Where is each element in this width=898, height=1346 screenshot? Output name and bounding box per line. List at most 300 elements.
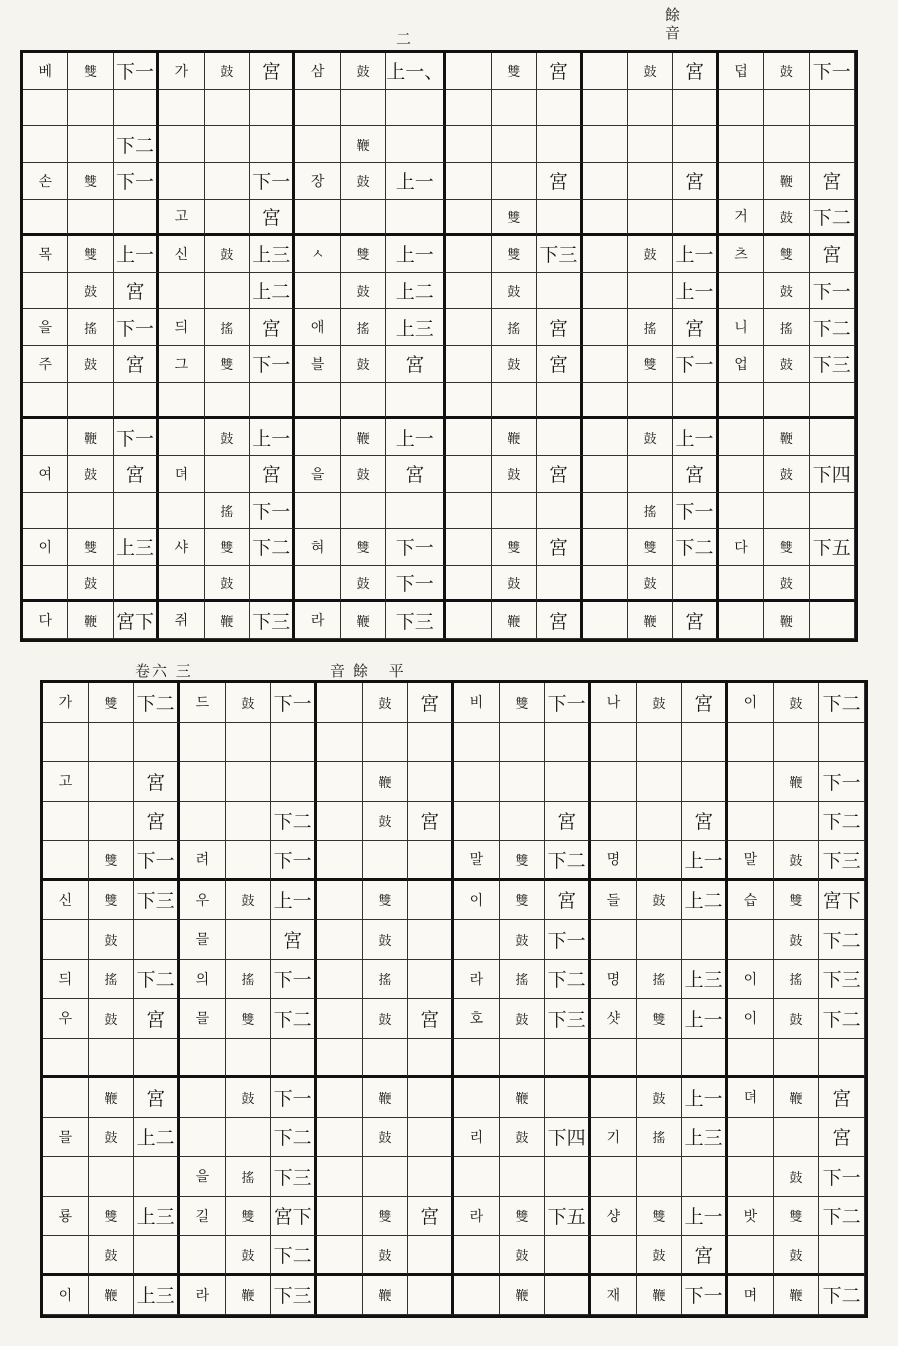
bottom-table-cell: 下一 [271, 960, 317, 1000]
top-table-cell [23, 566, 68, 603]
bottom-table-cell: 下三 [271, 1276, 317, 1316]
bottom-table-cell [591, 1236, 637, 1276]
bottom-table-cell: 宮下 [819, 881, 865, 921]
bottom-table-cell: 宮 [682, 802, 728, 842]
top-table-cell [764, 90, 809, 127]
top-table-cell [295, 200, 340, 237]
bottom-table-cell [134, 920, 180, 960]
top-table-cell: 搖 [68, 309, 113, 346]
top-table-cell: 이 [23, 529, 68, 566]
bottom-table-cell [545, 1078, 591, 1118]
section-title-bottom: 音餘 平 [330, 662, 412, 680]
bottom-table-cell: 鼓 [637, 881, 683, 921]
bottom-table-cell [89, 762, 135, 802]
top-table-cell [719, 602, 764, 639]
bottom-table-cell: 搖 [637, 960, 683, 1000]
bottom-table-cell: 말 [454, 841, 500, 881]
top-table-cell [159, 493, 204, 530]
top-table-cell [673, 90, 718, 127]
bottom-table-cell [226, 841, 272, 881]
top-table-cell: 라 [295, 602, 340, 639]
top-table-cell: 신 [159, 236, 204, 273]
bottom-table-cell [454, 1039, 500, 1079]
bottom-table-cell [545, 1039, 591, 1079]
top-table-cell [205, 163, 250, 200]
bottom-table-cell: 下二 [819, 1276, 865, 1316]
top-table-cell [628, 200, 673, 237]
top-table-cell: 下一 [114, 419, 159, 456]
top-table-cell: 下一 [250, 346, 295, 383]
top-table-cell [492, 383, 537, 420]
bottom-table-cell [271, 723, 317, 763]
bottom-table-cell: 宮 [134, 762, 180, 802]
bottom-table-cell: 雙 [363, 1197, 409, 1237]
bottom-table-cell [363, 723, 409, 763]
bottom-table-cell: 搖 [89, 960, 135, 1000]
top-table-cell: 을 [23, 309, 68, 346]
top-table-cell: 베 [23, 53, 68, 90]
top-table-cell: 雙 [205, 529, 250, 566]
running-head-bottom: 卷六 三 [135, 662, 193, 680]
bottom-table-cell [317, 841, 363, 881]
bottom-table-cell [637, 762, 683, 802]
top-table-cell [114, 90, 159, 127]
bottom-table-cell: 上三 [682, 960, 728, 1000]
bottom-table-cell: 나 [591, 683, 637, 723]
top-table-cell [810, 90, 855, 127]
top-table-cell [673, 383, 718, 420]
top-table-cell [446, 346, 491, 383]
top-table-cell: 下二 [810, 309, 855, 346]
top-table-cell: 鼓 [492, 566, 537, 603]
bottom-table-cell: 宮 [271, 920, 317, 960]
top-table-cell: 雙 [492, 529, 537, 566]
top-table-cell [250, 126, 295, 163]
top-table-cell [159, 383, 204, 420]
bottom-table-cell: 鼓 [363, 920, 409, 960]
bottom-table-cell [43, 1236, 89, 1276]
bottom-table-cell: 鼓 [500, 920, 546, 960]
bottom-table-cell [637, 723, 683, 763]
top-table-cell: 을 [295, 456, 340, 493]
top-table-cell [583, 90, 628, 127]
bottom-table-cell: 雙 [637, 1197, 683, 1237]
top-table-cell: 블 [295, 346, 340, 383]
top-table-cell: 下一 [673, 346, 718, 383]
top-table-cell [205, 273, 250, 310]
bottom-table-cell: 下三 [545, 999, 591, 1039]
bottom-table-cell: 上二 [134, 1118, 180, 1158]
bottom-table-cell [89, 1157, 135, 1197]
top-table-cell [719, 493, 764, 530]
top-table-cell [764, 126, 809, 163]
top-table-cell: 宮 [537, 602, 582, 639]
bottom-table-cell [545, 762, 591, 802]
bottom-table-cell [728, 920, 774, 960]
top-table-cell: 鼓 [205, 53, 250, 90]
top-table-cell: 다 [23, 602, 68, 639]
top-table-cell: 宮 [810, 163, 855, 200]
top-table-cell [764, 383, 809, 420]
bottom-table-cell: 宮 [134, 999, 180, 1039]
top-table-cell [341, 200, 386, 237]
top-table-cell [205, 383, 250, 420]
top-table-cell [719, 383, 764, 420]
top-table-cell [205, 126, 250, 163]
top-table-cell: 鼓 [68, 346, 113, 383]
bottom-table-cell [500, 1039, 546, 1079]
top-table-cell [250, 383, 295, 420]
bottom-table-cell [408, 1078, 454, 1118]
bottom-table-cell [728, 1157, 774, 1197]
bottom-table-cell: 려 [180, 841, 226, 881]
bottom-table-cell [317, 1236, 363, 1276]
bottom-table-cell: 搖 [774, 960, 820, 1000]
top-table-cell [537, 419, 582, 456]
bottom-table-cell [408, 881, 454, 921]
top-table-cell [386, 493, 446, 530]
top-table-cell: 搖 [205, 309, 250, 346]
top-table-cell [537, 566, 582, 603]
bottom-table-cell: 鼓 [89, 999, 135, 1039]
top-table-cell [810, 602, 855, 639]
top-table-cell [205, 456, 250, 493]
bottom-table-cell: 下一 [271, 1078, 317, 1118]
bottom-table-cell [408, 920, 454, 960]
top-table-cell [719, 566, 764, 603]
top-table-cell: 下二 [810, 200, 855, 237]
top-table-cell [159, 126, 204, 163]
bottom-table-cell [682, 1039, 728, 1079]
top-table-cell [295, 566, 340, 603]
top-table-cell: 가 [159, 53, 204, 90]
bottom-table-cell: 雙 [637, 999, 683, 1039]
top-table-cell: 雙 [492, 53, 537, 90]
bottom-table-cell: 鞭 [774, 1276, 820, 1316]
bottom-table-cell [637, 802, 683, 842]
top-table-cell [68, 383, 113, 420]
bottom-table-cell: 上一 [682, 999, 728, 1039]
top-table-cell [537, 493, 582, 530]
top-table-cell: 雙 [68, 53, 113, 90]
bottom-table-cell [591, 1078, 637, 1118]
top-table-cell: 上一 [114, 236, 159, 273]
bottom-table-cell: 下四 [545, 1118, 591, 1158]
top-table-cell: 鞭 [492, 419, 537, 456]
top-table-cell: 鞭 [628, 602, 673, 639]
bottom-table-cell: 下五 [545, 1197, 591, 1237]
bottom-table-cell [43, 1039, 89, 1079]
top-table-cell: 鞭 [764, 419, 809, 456]
top-table-cell [492, 90, 537, 127]
top-table-cell [295, 493, 340, 530]
top-table-cell [295, 90, 340, 127]
bottom-table-cell: 이 [728, 960, 774, 1000]
top-table-cell: 宮 [537, 163, 582, 200]
bottom-table-cell: 鼓 [774, 920, 820, 960]
top-table-cell: 宮下 [114, 602, 159, 639]
bottom-table-cell: 습 [728, 881, 774, 921]
bottom-table-cell: 鼓 [500, 999, 546, 1039]
top-table-cell [446, 493, 491, 530]
top-table-cell [810, 383, 855, 420]
bottom-table-cell: 鞭 [774, 1078, 820, 1118]
top-table-cell: 上二 [250, 273, 295, 310]
top-table-cell: 鼓 [341, 346, 386, 383]
bottom-table-cell [317, 1118, 363, 1158]
bottom-table-cell: 믈 [43, 1118, 89, 1158]
top-table-cell: 雙 [205, 346, 250, 383]
bottom-table-cell [317, 960, 363, 1000]
bottom-table-cell [180, 802, 226, 842]
top-table-cell: 上一 [386, 419, 446, 456]
bottom-table-cell: 밧 [728, 1197, 774, 1237]
bottom-table-cell [363, 841, 409, 881]
top-table-cell: 搖 [628, 493, 673, 530]
bottom-table-cell [454, 1276, 500, 1316]
bottom-table-cell [500, 762, 546, 802]
bottom-table-cell: 鼓 [226, 1236, 272, 1276]
top-table-cell: 雙 [492, 236, 537, 273]
bottom-table-cell: 宮 [545, 881, 591, 921]
top-table-cell [583, 53, 628, 90]
top-table-cell [386, 90, 446, 127]
top-table-cell: 고 [159, 200, 204, 237]
bottom-table-cell: 下一 [819, 762, 865, 802]
top-table-cell: 鼓 [764, 456, 809, 493]
bottom-table-cell [363, 1157, 409, 1197]
bottom-table-cell: 鼓 [774, 999, 820, 1039]
top-table-cell: 鼓 [205, 236, 250, 273]
bottom-table-cell: 재 [591, 1276, 637, 1316]
top-table-cell [446, 126, 491, 163]
bottom-table-cell: 宮 [408, 1197, 454, 1237]
bottom-table-cell [226, 762, 272, 802]
bottom-table-cell [317, 762, 363, 802]
bottom-table-cell: 鼓 [89, 1236, 135, 1276]
bottom-table-cell [591, 920, 637, 960]
top-table-cell [673, 566, 718, 603]
top-table-cell: 下二 [114, 126, 159, 163]
bottom-table-cell: 鼓 [226, 881, 272, 921]
top-table-cell: 下三 [537, 236, 582, 273]
top-table-cell [628, 90, 673, 127]
bottom-table-cell: 鞭 [774, 762, 820, 802]
top-table-cell [446, 456, 491, 493]
bottom-table-cell: 鞭 [363, 1078, 409, 1118]
bottom-table-cell [728, 1236, 774, 1276]
bottom-table-cell [134, 1039, 180, 1079]
top-table-cell: 宮 [810, 236, 855, 273]
bottom-table-cell: 鼓 [363, 683, 409, 723]
bottom-table-cell [637, 1039, 683, 1079]
bottom-table-cell: 雙 [500, 1197, 546, 1237]
bottom-table-cell [454, 1157, 500, 1197]
top-table-cell [23, 90, 68, 127]
bottom-table-cell [728, 1039, 774, 1079]
bottom-table-cell [317, 723, 363, 763]
top-table-cell: 上三 [114, 529, 159, 566]
top-table-cell: 鞭 [764, 163, 809, 200]
top-table-cell: 上一 [673, 419, 718, 456]
bottom-table-cell [682, 762, 728, 802]
top-table-cell [537, 90, 582, 127]
bottom-table-cell: 라 [180, 1276, 226, 1316]
bottom-table-cell [317, 999, 363, 1039]
bottom-table-cell: 搖 [363, 960, 409, 1000]
top-table-cell: 雙 [341, 236, 386, 273]
top-table-cell: 宮 [537, 346, 582, 383]
bottom-table-cell: 鞭 [637, 1276, 683, 1316]
bottom-table-cell [180, 1118, 226, 1158]
bottom-table-cell: 雙 [89, 1197, 135, 1237]
top-table-cell: 上一 [250, 419, 295, 456]
top-table-cell: 鼓 [68, 456, 113, 493]
bottom-table-cell [728, 802, 774, 842]
bottom-table-cell: 宮 [134, 1078, 180, 1118]
top-table-cell [295, 126, 340, 163]
side-title-char: 餘 [665, 6, 683, 24]
bottom-table-cell: 雙 [500, 881, 546, 921]
bottom-table-cell: 上三 [134, 1276, 180, 1316]
bottom-table-cell: 上一 [271, 881, 317, 921]
top-table-cell: 下一 [673, 493, 718, 530]
top-table-cell [341, 90, 386, 127]
bottom-table-cell: 가 [43, 683, 89, 723]
top-table-cell: 搖 [628, 309, 673, 346]
bottom-table-cell: 鼓 [774, 683, 820, 723]
bottom-table-cell [545, 1157, 591, 1197]
top-table-cell: 鼓 [68, 273, 113, 310]
bottom-table-cell [408, 1276, 454, 1316]
top-table-cell: ㅅ [295, 236, 340, 273]
top-table-cell [537, 126, 582, 163]
bottom-table-cell [819, 1039, 865, 1079]
top-table-cell [583, 163, 628, 200]
bottom-table-cell: 들 [591, 881, 637, 921]
top-table-cell: 宮 [250, 309, 295, 346]
bottom-table-cell [728, 762, 774, 802]
bottom-table-cell: 샹 [591, 1197, 637, 1237]
top-table-cell: 搖 [492, 309, 537, 346]
bottom-table-cell: 鼓 [637, 683, 683, 723]
top-table-cell [159, 163, 204, 200]
top-table-cell: 鞭 [764, 602, 809, 639]
bottom-table-cell: 下二 [819, 802, 865, 842]
top-table-cell: 鼓 [205, 566, 250, 603]
bottom-table-cell [134, 1236, 180, 1276]
bottom-table-cell [89, 723, 135, 763]
bottom-table-cell: 드 [180, 683, 226, 723]
bottom-table-cell: 宮 [408, 802, 454, 842]
top-table-cell: 上一 [673, 236, 718, 273]
top-table-cell [583, 529, 628, 566]
top-table-cell [446, 53, 491, 90]
bottom-table-cell: 下三 [134, 881, 180, 921]
bottom-table-cell: 雙 [774, 881, 820, 921]
top-table-cell [386, 126, 446, 163]
top-table-cell: 宮 [537, 456, 582, 493]
top-table-cell [583, 126, 628, 163]
bottom-table-cell [226, 1118, 272, 1158]
bottom-table-cell: 이 [43, 1276, 89, 1316]
top-table-cell: 鞭 [68, 602, 113, 639]
top-table-cell: 宮 [537, 309, 582, 346]
top-table-cell [159, 419, 204, 456]
top-table-cell [810, 493, 855, 530]
top-table-cell [205, 200, 250, 237]
top-table-cell [23, 126, 68, 163]
bottom-table-cell: 비 [454, 683, 500, 723]
bottom-table-cell [637, 841, 683, 881]
bottom-table-cell [591, 802, 637, 842]
bottom-table-cell: 鼓 [363, 999, 409, 1039]
bottom-table-cell [43, 920, 89, 960]
bottom-table-cell [682, 920, 728, 960]
bottom-table-cell: 듸 [43, 960, 89, 1000]
top-table-cell [583, 309, 628, 346]
bottom-table-cell: 宮 [819, 1118, 865, 1158]
top-table-cell [114, 493, 159, 530]
bottom-table-cell [408, 1157, 454, 1197]
bottom-table-cell: 믈 [180, 920, 226, 960]
bottom-table-cell [134, 1157, 180, 1197]
top-table-cell: 下一 [810, 273, 855, 310]
top-table-cell [295, 419, 340, 456]
bottom-table-cell [180, 1078, 226, 1118]
bottom-table-cell [271, 762, 317, 802]
top-table-cell [446, 602, 491, 639]
top-table-cell: 鞭 [205, 602, 250, 639]
top-table-cell: 鼓 [764, 273, 809, 310]
bottom-table-cell: 下二 [819, 1197, 865, 1237]
top-table-cell: 雙 [628, 529, 673, 566]
top-table-cell [23, 383, 68, 420]
bottom-table-cell [408, 1039, 454, 1079]
bottom-table-cell: 下二 [271, 999, 317, 1039]
bottom-table-cell: 鼓 [89, 920, 135, 960]
top-table-cell [537, 200, 582, 237]
bottom-table-cell: 鼓 [637, 1236, 683, 1276]
top-table-cell: 下一 [386, 566, 446, 603]
top-table-cell [537, 383, 582, 420]
top-table-cell: 宮 [250, 456, 295, 493]
top-table-cell: 鼓 [628, 566, 673, 603]
top-table-cell: 雙 [764, 529, 809, 566]
bottom-table-cell [500, 723, 546, 763]
bottom-table-cell [317, 1276, 363, 1316]
bottom-table-cell: 宮 [682, 1236, 728, 1276]
bottom-table-cell [134, 723, 180, 763]
top-table-cell: 鼓 [764, 53, 809, 90]
bottom-table-cell [774, 723, 820, 763]
top-table-cell: 츠 [719, 236, 764, 273]
bottom-table-cell: 우 [180, 881, 226, 921]
bottom-table-cell: 宮 [134, 802, 180, 842]
top-table-cell: 장 [295, 163, 340, 200]
top-table-cell: 鼓 [628, 419, 673, 456]
top-table-cell [628, 273, 673, 310]
top-table-cell: 下二 [250, 529, 295, 566]
bottom-table-cell: 鼓 [500, 1118, 546, 1158]
top-table-cell: 鼓 [205, 419, 250, 456]
top-table-cell: 宮 [673, 309, 718, 346]
top-table-cell [583, 456, 628, 493]
top-table-cell: 鼓 [341, 53, 386, 90]
bottom-table-cell [408, 1236, 454, 1276]
top-table-cell [673, 200, 718, 237]
top-table-cell: 搖 [205, 493, 250, 530]
